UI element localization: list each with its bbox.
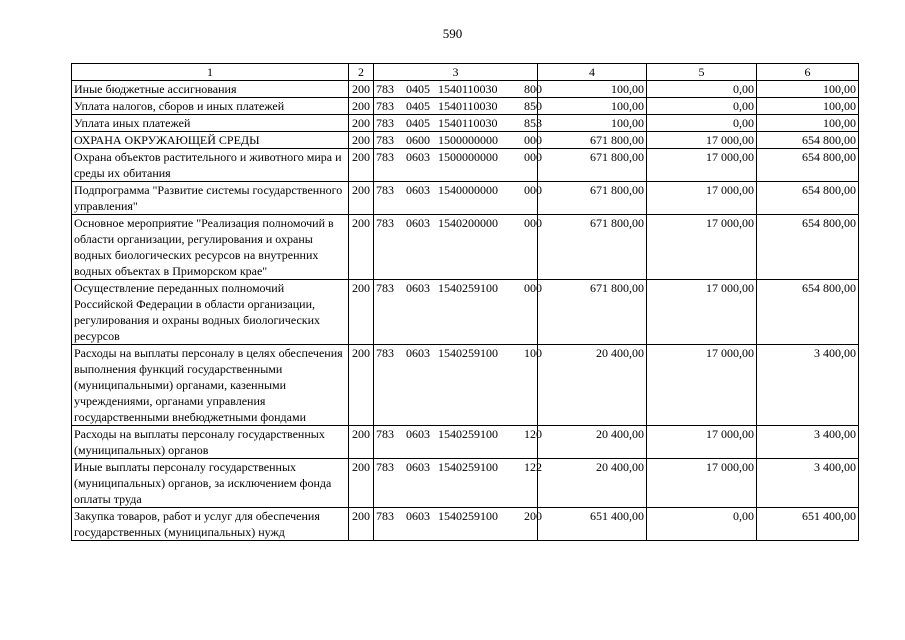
table-row xyxy=(72,459,859,508)
code-vr: 120 xyxy=(524,427,542,441)
column-header: 2 xyxy=(349,64,374,81)
row-value-col4: 100,00 xyxy=(538,98,647,115)
row-name: Охрана объектов растительного и животного мира и среды их обитания xyxy=(72,149,349,182)
row-value-col5: 17 000,00 xyxy=(647,182,757,215)
column-header: 5 xyxy=(647,64,757,81)
row-budget-code xyxy=(374,426,542,459)
table-row xyxy=(72,98,859,115)
row-name: Уплата иных платежей xyxy=(72,115,349,132)
row-name: Расходы на выплаты персоналу государственных (муниципальных) органов xyxy=(72,426,349,459)
table-row xyxy=(72,280,859,345)
row-code-col2: 200 xyxy=(349,98,374,115)
row-value-col4: 20 400,00 xyxy=(538,345,647,426)
row-value-col6: 3 400,00 xyxy=(757,426,859,459)
code-vr: 000 xyxy=(524,133,542,147)
table-row xyxy=(72,182,859,215)
row-budget-code xyxy=(374,115,542,132)
table-row xyxy=(72,215,859,280)
row-budget-code xyxy=(374,508,542,541)
table-row xyxy=(72,508,859,541)
row-code-col2: 200 xyxy=(349,215,374,280)
row-value-col6: 100,00 xyxy=(757,98,859,115)
row-value-col4: 100,00 xyxy=(538,115,647,132)
code-csr: 1540110030 xyxy=(438,82,498,96)
row-code-col2: 200 xyxy=(349,115,374,132)
table-row xyxy=(72,132,859,149)
row-code-col2: 200 xyxy=(349,508,374,541)
row-name: Уплата налогов, сборов и иных платежей xyxy=(72,98,349,115)
code-ved: 783 xyxy=(376,346,394,360)
code-csr: 1540259100 xyxy=(438,346,498,360)
code-csr: 1540110030 xyxy=(438,116,498,130)
row-budget-code xyxy=(374,345,542,426)
table-row xyxy=(72,426,859,459)
code-rz: 0603 xyxy=(406,460,430,474)
code-ved: 783 xyxy=(376,460,394,474)
table-row xyxy=(72,345,859,426)
row-value-col4: 671 800,00 xyxy=(538,132,647,149)
row-value-col5: 0,00 xyxy=(647,115,757,132)
code-rz: 0600 xyxy=(406,133,430,147)
column-header: 3 xyxy=(374,64,538,81)
code-ved: 783 xyxy=(376,82,394,96)
row-value-col4: 100,00 xyxy=(538,81,647,98)
code-csr: 1540259100 xyxy=(438,281,498,295)
code-csr: 1540259100 xyxy=(438,460,498,474)
row-value-col5: 17 000,00 xyxy=(647,280,757,345)
row-name: Осуществление переданных полномочий Российской Федерации в области организации, регулирования и охраны водных биологических ресурсов xyxy=(72,280,349,345)
row-value-col4: 20 400,00 xyxy=(538,426,647,459)
code-vr: 000 xyxy=(524,216,542,230)
code-csr: 1540259100 xyxy=(438,509,498,523)
row-value-col4: 671 800,00 xyxy=(538,149,647,182)
code-rz: 0603 xyxy=(406,346,430,360)
row-code-col2: 200 xyxy=(349,280,374,345)
code-rz: 0603 xyxy=(406,281,430,295)
code-rz: 0603 xyxy=(406,427,430,441)
code-ved: 783 xyxy=(376,509,394,523)
code-ved: 783 xyxy=(376,150,394,164)
row-budget-code xyxy=(374,459,542,508)
row-code-col2: 200 xyxy=(349,426,374,459)
row-value-col4: 671 800,00 xyxy=(538,215,647,280)
row-name: Подпрограмма "Развитие системы государственного управления" xyxy=(72,182,349,215)
row-value-col6: 651 400,00 xyxy=(757,508,859,541)
row-value-col4: 671 800,00 xyxy=(538,182,647,215)
row-value-col6: 654 800,00 xyxy=(757,182,859,215)
row-value-col5: 0,00 xyxy=(647,508,757,541)
row-value-col6: 654 800,00 xyxy=(757,215,859,280)
row-code-col2: 200 xyxy=(349,182,374,215)
row-budget-code xyxy=(374,149,542,182)
row-name: Основное мероприятие "Реализация полномочий в области организации, регулирования и охраны водных биологических ресурсов на внутренних водных объектах в Приморском крае" xyxy=(72,215,349,280)
row-name: ОХРАНА ОКРУЖАЮЩЕЙ СРЕДЫ xyxy=(72,132,349,149)
column-header: 1 xyxy=(72,64,349,81)
code-csr: 1500000000 xyxy=(438,133,498,147)
row-code-col2: 200 xyxy=(349,132,374,149)
row-value-col6: 100,00 xyxy=(757,81,859,98)
code-csr: 1500000000 xyxy=(438,150,498,164)
row-name: Иные выплаты персоналу государственных (муниципальных) органов, за исключением фонда оплаты труда xyxy=(72,459,349,508)
column-header: 4 xyxy=(538,64,647,81)
code-ved: 783 xyxy=(376,133,394,147)
code-ved: 783 xyxy=(376,183,394,197)
row-code-col2: 200 xyxy=(349,149,374,182)
row-value-col6: 100,00 xyxy=(757,115,859,132)
code-vr: 000 xyxy=(524,281,542,295)
code-ved: 783 xyxy=(376,99,394,113)
row-value-col5: 17 000,00 xyxy=(647,215,757,280)
code-csr: 1540200000 xyxy=(438,216,498,230)
code-ved: 783 xyxy=(376,116,394,130)
row-value-col5: 0,00 xyxy=(647,98,757,115)
page-number: 590 xyxy=(442,26,463,41)
code-csr: 1540000000 xyxy=(438,183,498,197)
row-budget-code xyxy=(374,81,542,98)
code-rz: 0603 xyxy=(406,183,430,197)
code-vr: 200 xyxy=(524,509,542,523)
code-vr: 000 xyxy=(524,150,542,164)
row-value-col5: 17 000,00 xyxy=(647,345,757,426)
row-name: Закупка товаров, работ и услуг для обеспечения государственных (муниципальных) нужд xyxy=(72,508,349,541)
table-row xyxy=(72,149,859,182)
row-value-col5: 17 000,00 xyxy=(647,426,757,459)
table-row xyxy=(72,115,859,132)
code-vr: 000 xyxy=(524,183,542,197)
row-value-col6: 654 800,00 xyxy=(757,149,859,182)
row-value-col4: 20 400,00 xyxy=(538,459,647,508)
code-rz: 0405 xyxy=(406,99,430,113)
code-csr: 1540110030 xyxy=(438,99,498,113)
row-code-col2: 200 xyxy=(349,459,374,508)
code-vr: 853 xyxy=(524,116,542,130)
row-name: Иные бюджетные ассигнования xyxy=(72,81,349,98)
code-vr: 122 xyxy=(524,460,542,474)
code-vr: 850 xyxy=(524,99,542,113)
row-budget-code xyxy=(374,182,542,215)
code-rz: 0405 xyxy=(406,116,430,130)
budget-table xyxy=(71,63,859,541)
code-rz: 0405 xyxy=(406,82,430,96)
row-value-col4: 671 800,00 xyxy=(538,280,647,345)
row-value-col6: 654 800,00 xyxy=(757,132,859,149)
row-budget-code xyxy=(374,132,542,149)
row-value-col5: 17 000,00 xyxy=(647,459,757,508)
row-value-col5: 17 000,00 xyxy=(647,132,757,149)
code-vr: 100 xyxy=(524,346,542,360)
row-value-col6: 3 400,00 xyxy=(757,345,859,426)
row-code-col2: 200 xyxy=(349,81,374,98)
code-ved: 783 xyxy=(376,281,394,295)
row-value-col5: 17 000,00 xyxy=(647,149,757,182)
code-ved: 783 xyxy=(376,427,394,441)
row-name: Расходы на выплаты персоналу в целях обеспечения выполнения функций государственными (муниципальными) органами, казенными учреждениями, органами управления государственными внебюджетными фондами xyxy=(72,345,349,426)
row-budget-code xyxy=(374,98,542,115)
code-ved: 783 xyxy=(376,216,394,230)
row-budget-code xyxy=(374,215,542,280)
code-rz: 0603 xyxy=(406,509,430,523)
table-row xyxy=(72,81,859,98)
code-rz: 0603 xyxy=(406,216,430,230)
row-code-col2: 200 xyxy=(349,345,374,426)
row-value-col4: 651 400,00 xyxy=(538,508,647,541)
code-rz: 0603 xyxy=(406,150,430,164)
column-header: 6 xyxy=(757,64,859,81)
code-csr: 1540259100 xyxy=(438,427,498,441)
table-header-row xyxy=(72,64,859,81)
row-value-col6: 654 800,00 xyxy=(757,280,859,345)
row-value-col6: 3 400,00 xyxy=(757,459,859,508)
code-vr: 800 xyxy=(524,82,542,96)
row-value-col5: 0,00 xyxy=(647,81,757,98)
row-budget-code xyxy=(374,280,542,345)
